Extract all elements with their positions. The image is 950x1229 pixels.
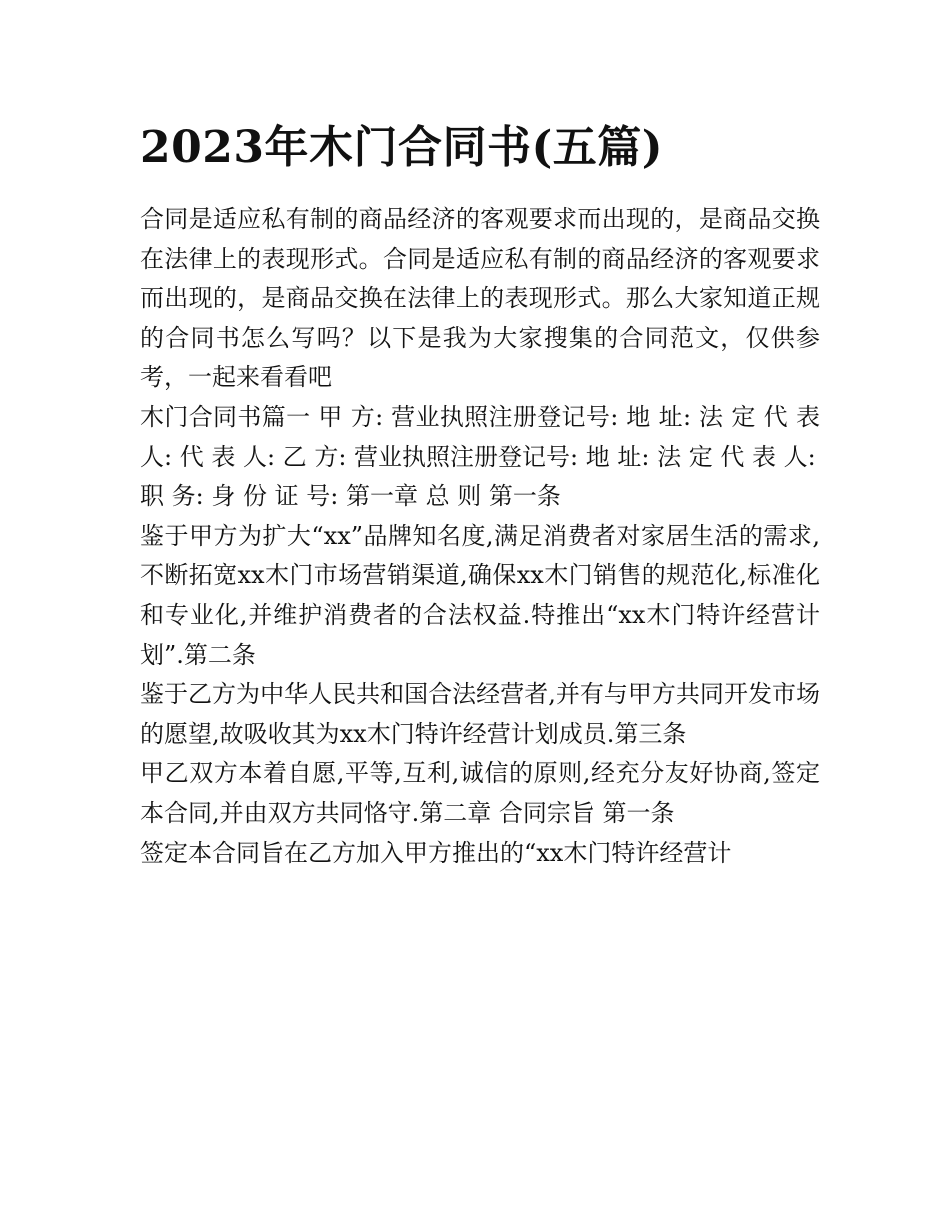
paragraph-intro: 合同是适应私有制的商品经济的客观要求而出现的，是商品交换在法律上的表现形式。合同是适应私有制的商品经济的客观要求而出现的，是商品交换在法律上的表现形式。那么大家知道正规的合同书怎么写吗？以下是我为大家搜集的合同范文，仅供参考，一起来看看吧 (140, 205, 820, 392)
document-title: 2023年木门合同书(五篇) (140, 122, 664, 173)
paragraph-parties: 木门合同书篇一 甲 方: 营业执照注册登记号: 地 址: 法 定 代 表 人: 代 表 人: 乙 方: 营业执照注册登记号: 地 址: 法 定 代 表 人: (140, 402, 820, 471)
document-content (140, 118, 820, 873)
paragraph-purpose: 签定本合同旨在乙方加入甲方推出的“xx木门特许经营计 (140, 838, 732, 867)
paragraph-clause-1: 鉴于甲方为扩大“xx”品牌知名度,满足消费者对家居生活的需求,不断拓宽xx木门市场营销渠道,确保xx木门销售的规范化,标准化和专业化,并维护消费者的合法权益.特推出“xx木门特许经营计划”.第二条 (140, 521, 820, 669)
paragraph-position-id: 职 务: 身 份 证 号: 第一章 总 则 第一条 (140, 482, 561, 511)
paragraph-clause-3: 甲乙双方本着自愿,平等,互利,诚信的原则,经充分友好协商,签定本合同,并由双方共同恪守.第二章 合同宗旨 第一条 (140, 759, 820, 827)
document-body (140, 200, 820, 873)
paragraph-clause-2: 鉴于乙方为中华人民共和国合法经营者,并有与甲方共同开发市场的愿望,故吸收其为xx木门特许经营计划成员.第三条 (140, 680, 820, 748)
